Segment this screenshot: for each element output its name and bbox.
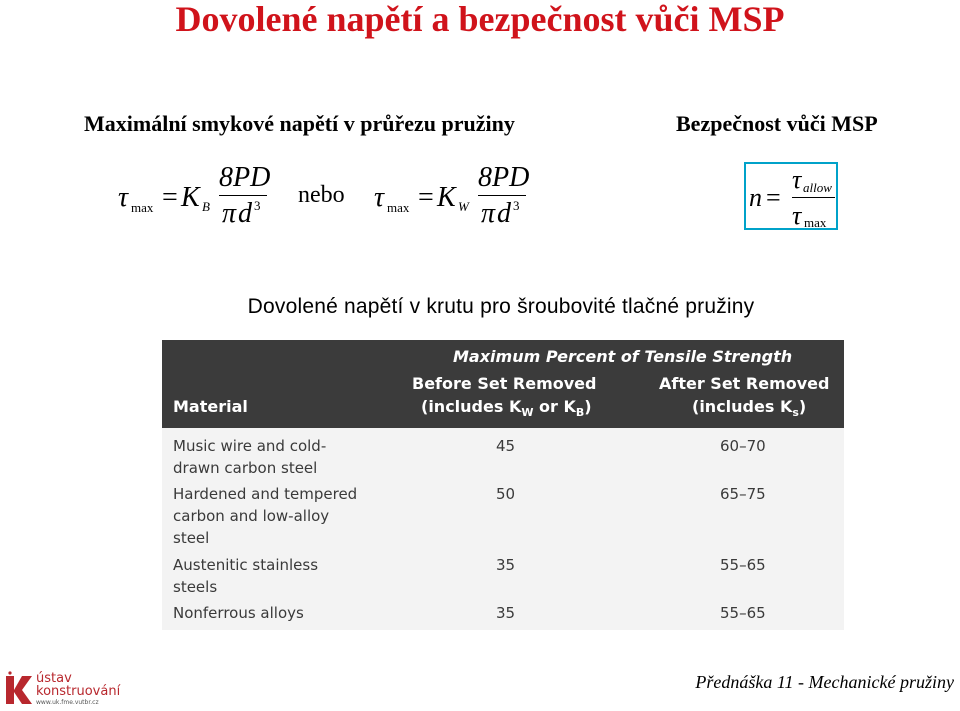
k-subscript: W	[458, 199, 469, 214]
table-cell-after: 65–75	[720, 485, 766, 503]
col-material: Material	[173, 397, 248, 416]
fraction-bar	[219, 195, 267, 196]
table-header	[162, 340, 844, 428]
logo-text: ústav konstruování	[36, 671, 121, 699]
d-symbol: d	[497, 198, 511, 229]
k-symbol: K	[181, 182, 200, 213]
right-heading: Bezpečnost vůči MSP	[676, 111, 878, 136]
safety-formula-box	[744, 162, 838, 230]
col-after-line1: After Set Removed	[659, 374, 830, 393]
k-subscript: B	[202, 199, 210, 214]
numerator: 8PD	[478, 162, 530, 193]
tau-symbol: τ	[374, 182, 385, 213]
d-symbol: d	[238, 198, 252, 229]
tau-subscript: max	[387, 200, 410, 215]
table-cell-before: 50	[496, 485, 516, 503]
exponent: 3	[254, 198, 261, 213]
col-before-line2: (includes $K_W$ or $K_B$)	[421, 397, 592, 420]
pi-symbol: π	[481, 198, 496, 229]
table-cell-before: 45	[496, 437, 516, 455]
table-row-material: Music wire and cold- drawn carbon steel	[173, 437, 327, 477]
k-symbol: K	[437, 182, 456, 213]
pi-symbol: π	[222, 198, 237, 229]
table-row-material: Hardened and tempered carbon and low-alloy steel	[173, 485, 358, 547]
col-before-line1: Before Set Removed	[412, 374, 597, 393]
table-cell-before: 35	[496, 556, 516, 574]
fraction-bar	[792, 197, 835, 198]
max-subscript: max	[804, 215, 827, 230]
fraction-bar	[478, 195, 526, 196]
table-cell-after: 55–65	[720, 604, 766, 622]
tau-symbol: τ	[118, 182, 129, 213]
table-cell-after: 60–70	[720, 437, 766, 455]
page-title: Dovolené napětí a bezpečnost vůči MSP	[175, 0, 785, 39]
equals-sign: =	[418, 182, 434, 213]
tau-subscript: max	[131, 200, 154, 215]
col-after-line2: (includes $K_s$)	[692, 397, 807, 420]
exponent: 3	[513, 198, 520, 213]
group-header: Maximum Percent of Tensile Strength	[453, 347, 793, 366]
allowable-stress-table	[162, 340, 844, 630]
tau-symbol: τ	[792, 201, 802, 230]
logo-url: www.uk.fme.vutbr.cz	[36, 699, 99, 706]
numerator: 8PD	[219, 162, 271, 193]
left-heading: Maximální smykové napětí v průřezu pružiny	[84, 111, 515, 136]
equals-sign: =	[162, 182, 178, 213]
connector-text: nebo	[298, 182, 345, 208]
table-row-material: Nonferrous alloys	[173, 604, 304, 622]
tau-symbol: τ	[792, 165, 802, 194]
footer-lecture-title: Přednáška 11 - Mechanické pružiny	[695, 672, 954, 692]
table-row-material: Austenitic stainless steels	[173, 556, 319, 596]
n-symbol: n	[749, 183, 762, 212]
allow-subscript: allow	[803, 180, 832, 195]
table-cell-before: 35	[496, 604, 516, 622]
table-cell-after: 55–65	[720, 556, 766, 574]
equals-sign: =	[766, 183, 781, 212]
table-heading: Dovolené napětí v krutu pro šroubovité tlačné pružiny	[247, 295, 755, 318]
